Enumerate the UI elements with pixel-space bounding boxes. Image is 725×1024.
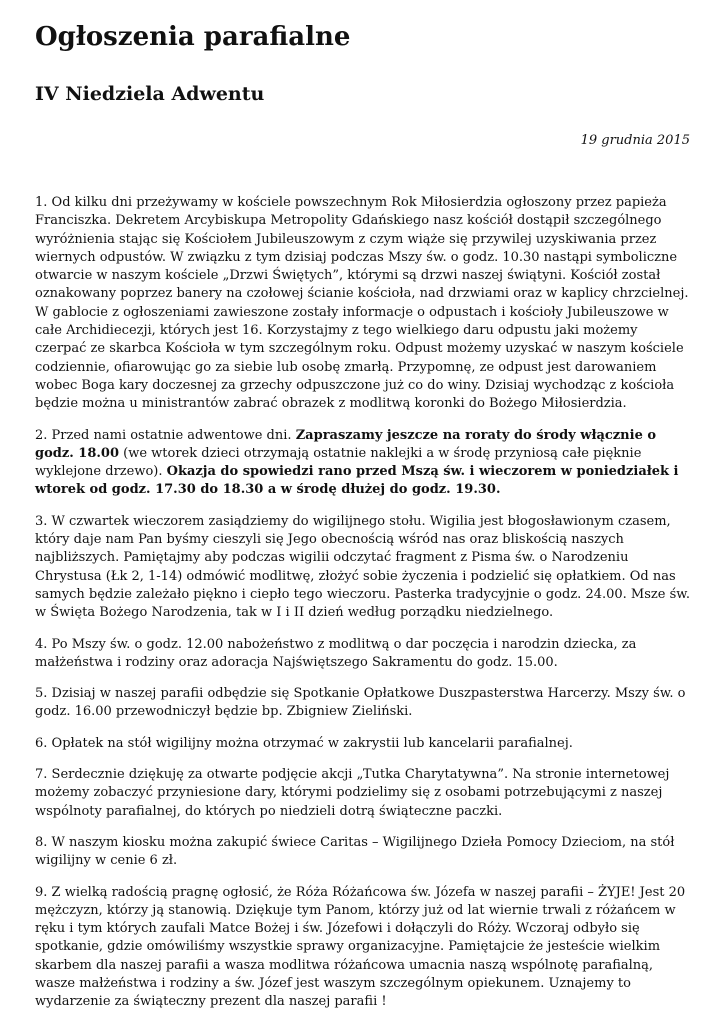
announcement-6: 6. Opłatek na stół wigilijny można otrzymać w zakrystii lub kancelarii parafialnej. [35,735,573,751]
announcement-5: 5. Dzisiaj w naszej parafii odbędzie się Spotkanie Opłatkowe Duszpasterstwa Harcerzy. Mszy św. o godz. 16.00 przewodniczył będzie bp. Zbigniew Zieliński. [35,686,686,720]
announcement-7: 7. Serdecznie dziękuję za otwarte podjęcie akcji „Tutka Charytatywna”. Na stronie internetowej możemy zobaczyć przyniesione dary, którymi podzielimy się z osobami potrzebującymi z naszej wspólnoty parafialnej, do których po niedzieli dotrą świąteczne paczki. [35,767,670,819]
announcement-9: 9. Z wielką radością pragnę ogłosić, że Róża Różańcowa św. Józefa w naszej parafii – ŻYJE! Jest 20 mężczyzn, którzy ją stanowią. Dziękuje tym Panom, którzy już od lat wiernie trwali z różańcem w ręku i tym których zaufali Matce Bożej i św. Józefowi i dołączyli do Róży. Wczoraj odbyło się spotkanie, gdzie omówiliśmy wszystkie sprawy organizacyjne. Pamiętajcie że jesteście wielkim skarbem dla naszej parafii a wasza modlitwa różańcowa umacnia naszą wspólnotę parafialną, wasze małżeństwa i rodziny a św. Józef jest waszym szczególnym opiekunem. Uznajemy to wydarzenie za świąteczny prezent dla naszej parafii ! [35,884,686,1010]
announcement-2-confession: Okazja do spowiedzi rano przed Mszą św. i wieczorem w poniedziałek i wtorek od godz. 17.30 do 18.30 a w środę dłużej do godz. 19.30. [35,464,679,498]
page-title: Ogłoszenia parafialne [35,22,351,52]
announcement-2-roraty: Zapraszamy jeszcze na roraty do środy włącznie o godz. 18.00 [35,427,657,461]
announcement-1: 1. Od kilku dni przeżywamy w kościele powszechnym Rok Miłosierdzia ogłoszony przez papieża Franciszka. Dekretem Arcybiskupa Metropolity Gdańskiego nasz kościół dostąpił szczególnego wyróżnienia stając się Kościołem Jubileuszowym z czym wiąże się przywilej uzyskiwania przez wiernych odpustów. W związku z tym dzisiaj podczas Mszy św. o godz. 10.30 nastąpi symboliczne otwarcie w naszym kościele „Drzwi Świętych”, którymi są drzwi naszej świątyni. Kościół został oznakowany poprzez banery na czołowej ścianie kościoła, nad drzwiami oraz w kaplicy chrzcielnej. W gablocie z ogłoszeniami zawieszone zostały informacje o odpustach i kościoły Jubileuszowe w całe Archidiecezji, których jest 16. Korzystajmy z tego wielkiego daru odpustu jaki możemy czerpać ze skarbca Kościoła w tym szczególnym roku. Odpust możemy uzyskać w naszym kościele codziennie, ofiarowując go za siebie lub osobę zmarłą. Przypomnę, ze odpust jest darowaniem wobec Boga kary doczesnej za grzechy odpuszczone już co do winy. Dzisiaj wychodząc z kościoła będzie można u ministrantów zabrać obrazek z modlitwą koronki do Bożego Miłosierdzia. [35,195,689,412]
document-date: 19 grudnia 2015 [580,133,690,148]
announcement-2-details: (we wtorek dzieci otrzymają ostatnie naklejki a w środę przyniosą całe pięknie wyklejone drzewo). [35,445,642,480]
announcement-8: 8. W naszym kiosku można zakupić świece Caritas – Wigilijnego Dzieła Pomocy Dzieciom, na stół wigilijny w cenie 6 zł. [35,834,675,869]
page-subtitle: IV Niedziela Adwentu [35,83,265,105]
announcement-2-intro: 2. Przed nami ostatnie adwentowe dni. [35,427,296,443]
announcement-4: 4. Po Mszy św. o godz. 12.00 nabożeństwo z modlitwą o dar poczęcia i narodzin dziecka, za małżeństwa i rodziny oraz adoracja Najświętszego Sakramentu do godz. 15.00. [35,636,637,670]
announcement-3: 3. W czwartek wieczorem zasiądziemy do wigilijnego stołu. Wigilia jest błogosławionym czasem, który daje nam Pan byśmy cieszyli się Jego obecnością wśród nas oraz bliskością naszych najbliższych. Pamiętajmy aby podczas wigilii odczytać fragment z Pisma św. o Narodzeniu Chrystusa (Łk 2, 1-14) odmówić modlitwę, złożyć sobie życzenia i podzielić się opłatkiem. Od nas samych będzie zależało piękno i ciepło tego wieczoru. Pasterka tradycyjnie o godz. 24.00. Msze św. w Święta Bożego Narodzenia, tak w I i II dzień według porządku niedzielnego. [35,513,690,621]
announcements-body [35,194,690,1012]
announcement-2 [35,427,690,500]
